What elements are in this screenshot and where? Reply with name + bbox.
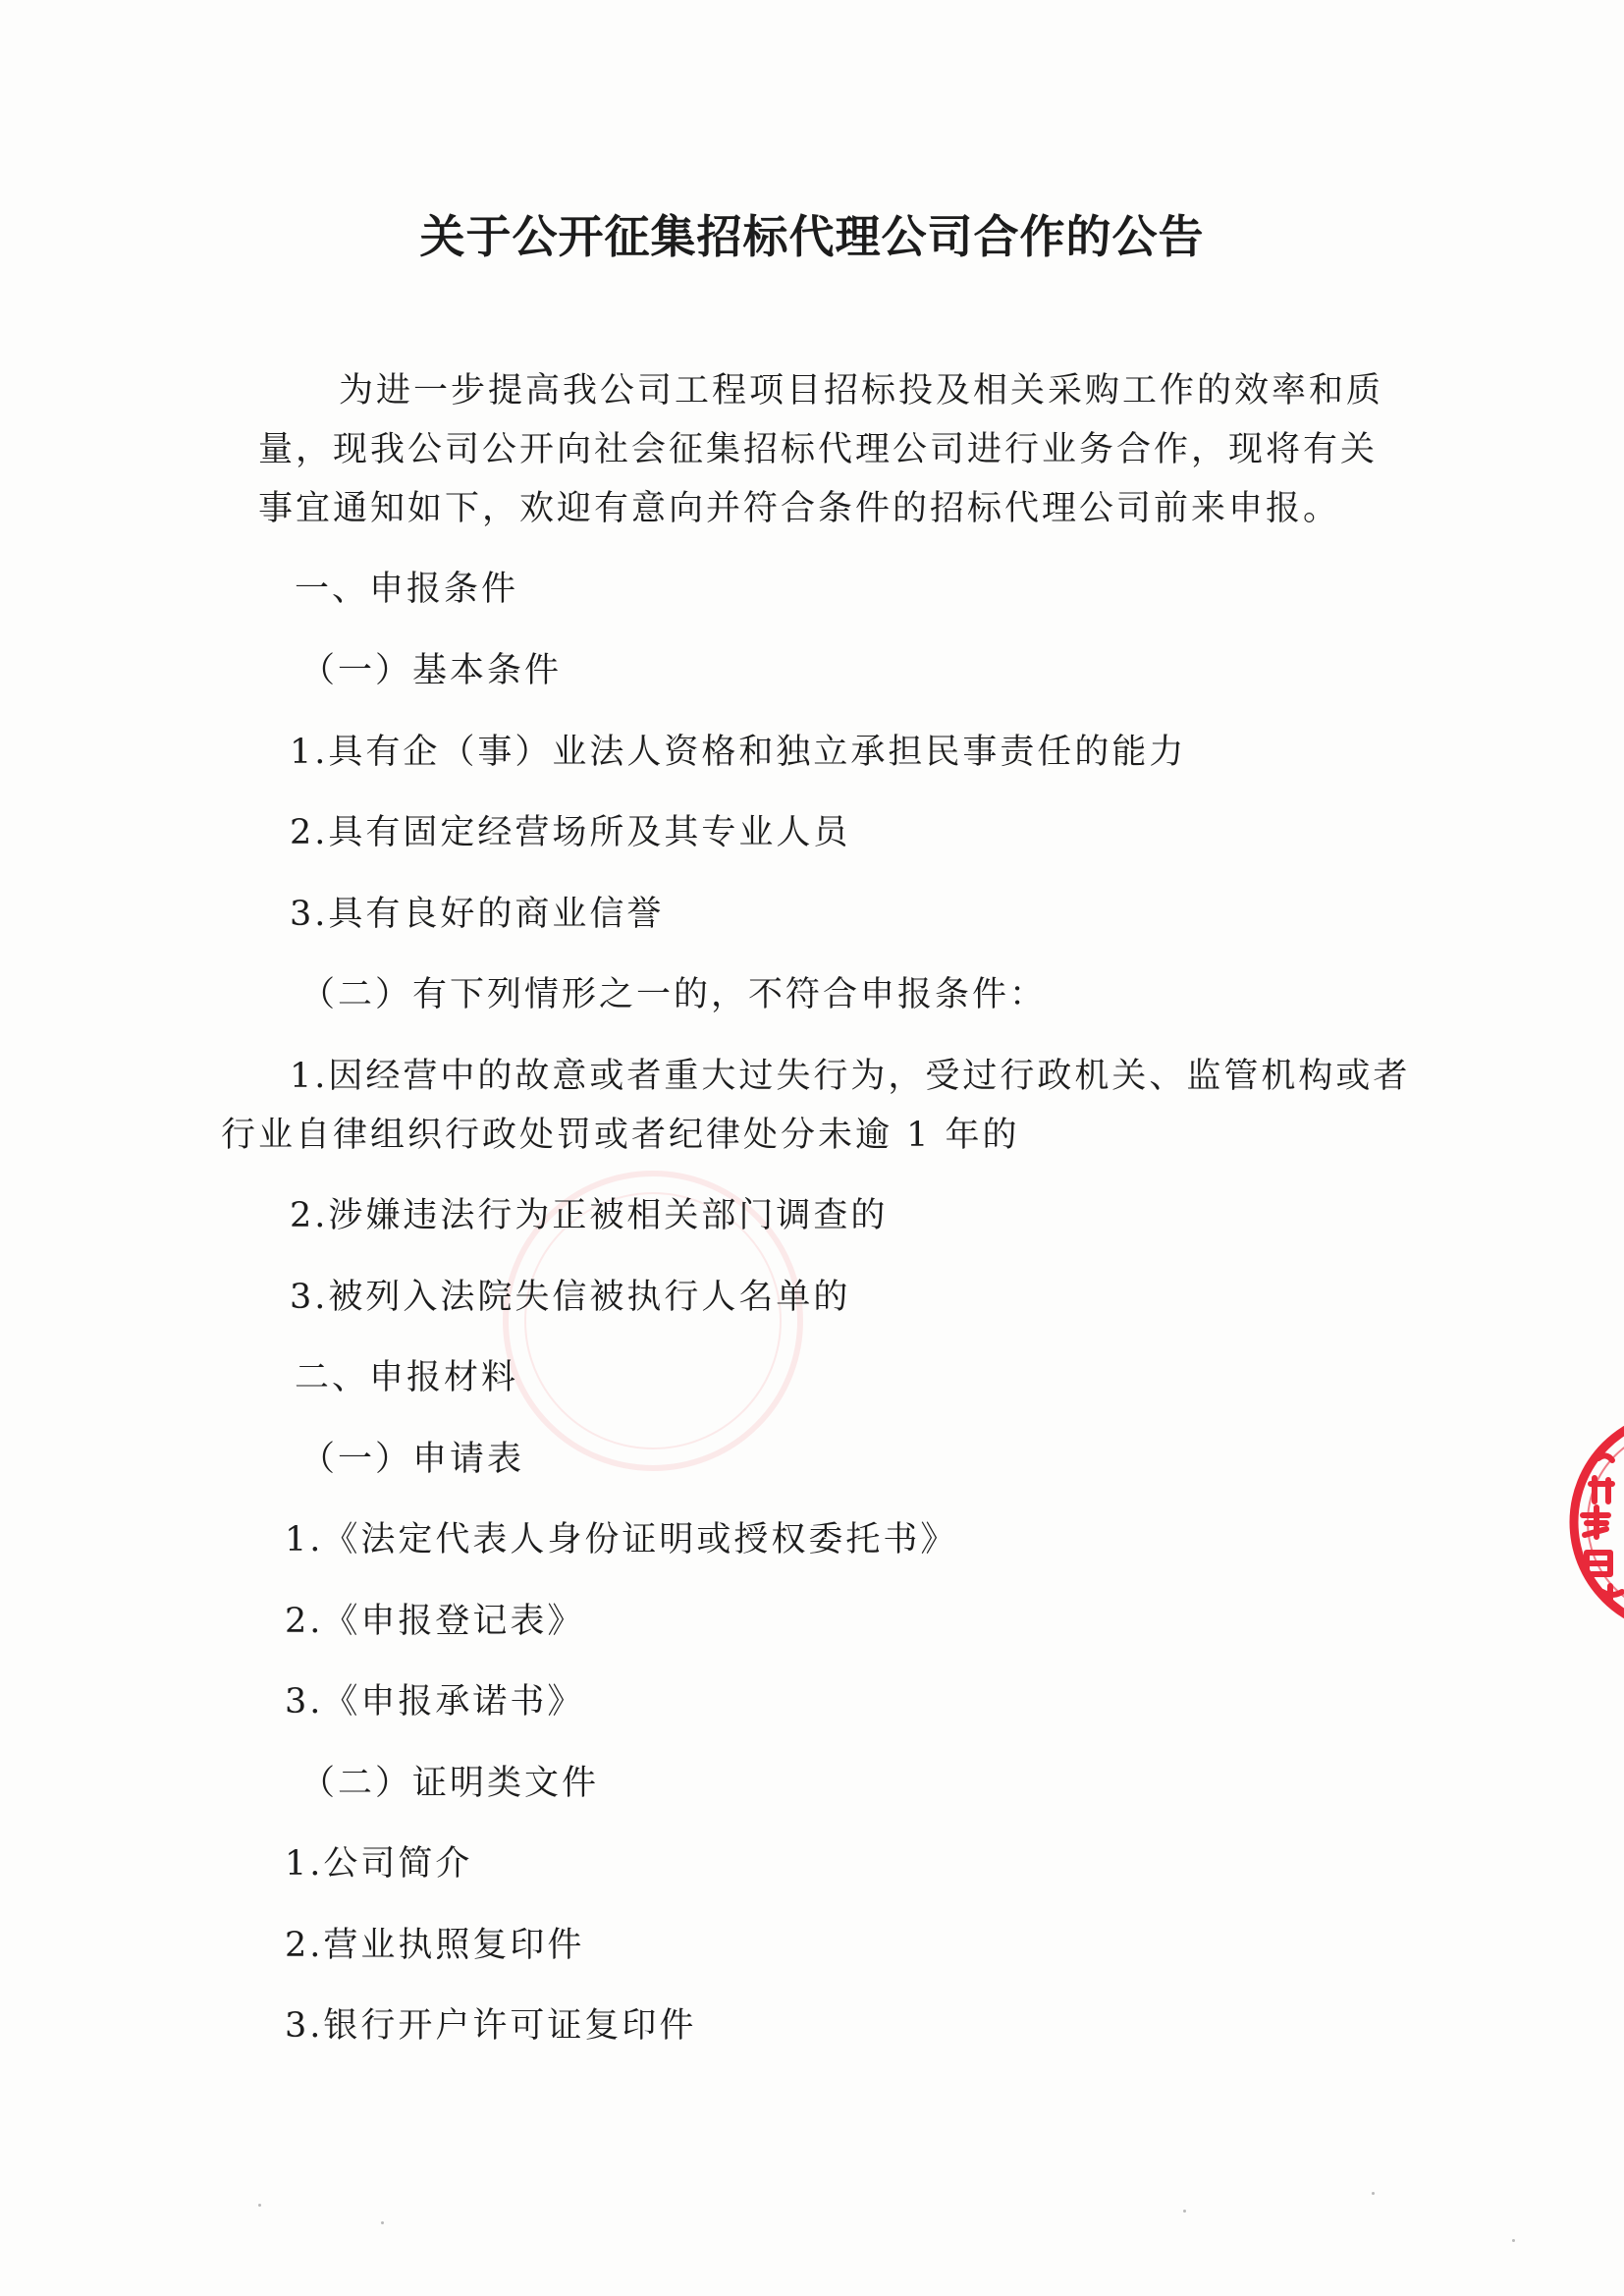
intro-line-2: 量，现我公司公开向社会征集招标代理公司进行业务合作，现将有关: [258, 430, 1379, 469]
list-item: 3.具有良好的商业信誉: [290, 895, 665, 934]
list-item: 1.具有企（事）业法人资格和独立承担民事责任的能力: [290, 733, 1187, 772]
intro-line-1: 为进一步提高我公司工程项目招标投及相关采购工作的效率和质: [339, 371, 1384, 410]
list-item: 1.因经营中的故意或者重大过失行为，受过行政机关、监管机构或者: [290, 1057, 1411, 1096]
subsection-heading-certificates: （二）证明类文件: [300, 1764, 600, 1803]
list-item: 2.《申报登记表》: [285, 1602, 585, 1641]
section-heading-materials: 二、申报材料: [295, 1358, 519, 1397]
scan-speck: [258, 2204, 261, 2207]
list-item: 2.具有固定经营场所及其专业人员: [290, 813, 851, 852]
list-item: 3.被列入法院失信被执行人名单的: [290, 1278, 851, 1317]
list-item: 3.《申报承诺书》: [285, 1682, 585, 1722]
scan-speck: [1512, 2239, 1515, 2242]
list-item: 3.银行开户许可证复印件: [285, 2006, 697, 2046]
list-item: 1.《法定代表人身份证明或授权委托书》: [285, 1520, 958, 1559]
list-item-continuation: 行业自律组织行政处罚或者纪律处分未逾 1 年的: [221, 1116, 1020, 1155]
list-item: 2.涉嫌违法行为正被相关部门调查的: [290, 1196, 889, 1235]
subsection-heading-application: （一）申请表: [300, 1440, 525, 1479]
scan-speck: [1372, 2192, 1375, 2195]
page-title: 关于公开征集招标代理公司合作的公告: [419, 210, 1205, 263]
list-item: 2.营业执照复印件: [285, 1926, 585, 1965]
list-item: 1.公司简介: [285, 1844, 473, 1884]
section-heading-requirements: 一、申报条件: [295, 570, 519, 609]
official-seal-stamp: [1559, 1399, 1624, 1645]
scan-speck: [381, 2221, 384, 2224]
scan-speck: [1183, 2210, 1186, 2213]
intro-line-3: 事宜通知如下，欢迎有意向并符合条件的招标代理公司前来申报。: [258, 489, 1341, 528]
subsection-heading-exclusions: （二）有下列情形之一的，不符合申报条件：: [300, 975, 1048, 1014]
subsection-heading-basic: （一）基本条件: [300, 651, 563, 690]
